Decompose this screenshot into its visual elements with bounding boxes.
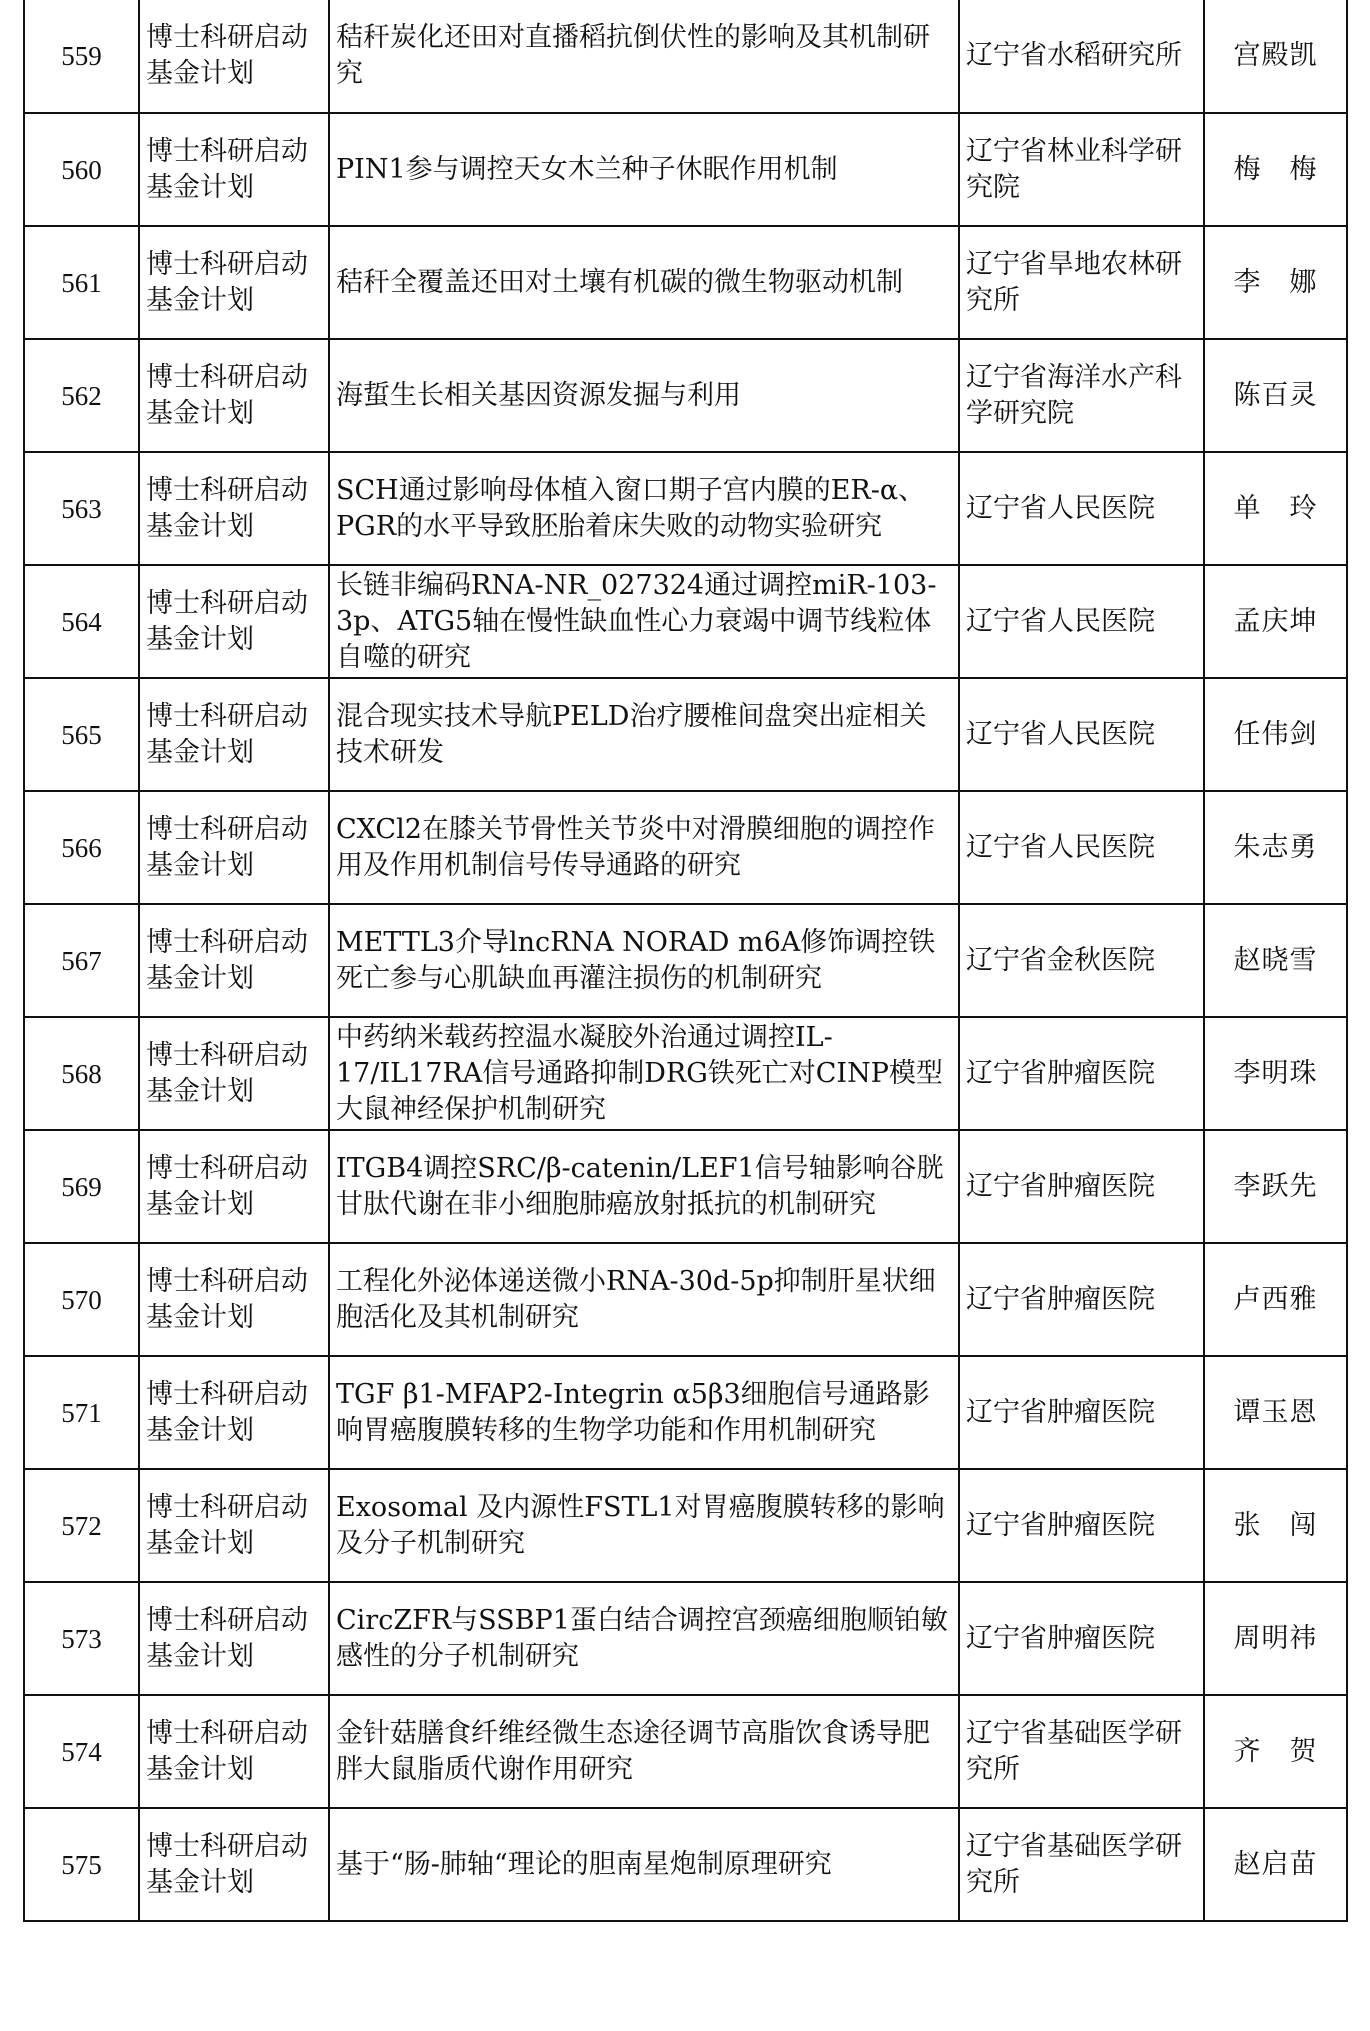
program-cell: 博士科研启动基金计划	[139, 226, 329, 339]
table-row	[24, 904, 1347, 1017]
researcher-name-cell: 齐 贺	[1204, 1695, 1347, 1808]
row-number: 565	[24, 678, 139, 791]
project-title-cell: TGF β1-MFAP2-Integrin α5β3细胞信号通路影响胃癌腹膜转移的生物学功能和作用机制研究	[329, 1356, 959, 1469]
row-number: 572	[24, 1469, 139, 1582]
project-title-cell: 秸秆炭化还田对直播稻抗倒伏性的影响及其机制研究	[329, 0, 959, 113]
institution-cell: 辽宁省人民医院	[959, 565, 1204, 678]
researcher-name-cell: 李 娜	[1204, 226, 1347, 339]
researcher-name-cell: 周明祎	[1204, 1582, 1347, 1695]
row-number: 563	[24, 452, 139, 565]
row-number: 562	[24, 339, 139, 452]
project-title-cell: 秸秆全覆盖还田对土壤有机碳的微生物驱动机制	[329, 226, 959, 339]
program-cell: 博士科研启动基金计划	[139, 113, 329, 226]
institution-cell: 辽宁省水稻研究所	[959, 0, 1204, 113]
table-row	[24, 678, 1347, 791]
researcher-name-cell: 赵晓雪	[1204, 904, 1347, 1017]
project-title-cell: ITGB4调控SRC/β-catenin/LEF1信号轴影响谷胱甘肽代谢在非小细胞肺癌放射抵抗的机制研究	[329, 1130, 959, 1243]
program-cell: 博士科研启动基金计划	[139, 1130, 329, 1243]
researcher-name-cell: 李明珠	[1204, 1017, 1347, 1130]
institution-cell: 辽宁省肿瘤医院	[959, 1582, 1204, 1695]
program-cell: 博士科研启动基金计划	[139, 1243, 329, 1356]
program-cell: 博士科研启动基金计划	[139, 0, 329, 113]
project-title-cell: CircZFR与SSBP1蛋白结合调控宫颈癌细胞顺铂敏感性的分子机制研究	[329, 1582, 959, 1695]
institution-cell: 辽宁省肿瘤医院	[959, 1130, 1204, 1243]
project-title-cell: 金针菇膳食纤维经微生态途径调节高脂饮食诱导肥胖大鼠脂质代谢作用研究	[329, 1695, 959, 1808]
project-title-cell: 长链非编码RNA-NR_027324通过调控miR-103-3p、ATG5轴在慢性缺血性心力衰竭中调节线粒体自噬的研究	[329, 565, 959, 678]
institution-cell: 辽宁省基础医学研究所	[959, 1808, 1204, 1921]
row-number: 574	[24, 1695, 139, 1808]
row-number: 575	[24, 1808, 139, 1921]
project-title-cell: CXCl2在膝关节骨性关节炎中对滑膜细胞的调控作用及作用机制信号传导通路的研究	[329, 791, 959, 904]
row-number: 561	[24, 226, 139, 339]
researcher-name-cell: 赵启苗	[1204, 1808, 1347, 1921]
researcher-name-cell: 张 闯	[1204, 1469, 1347, 1582]
researcher-name-cell: 梅 梅	[1204, 113, 1347, 226]
program-cell: 博士科研启动基金计划	[139, 904, 329, 1017]
table-row	[24, 1356, 1347, 1469]
institution-cell: 辽宁省金秋医院	[959, 904, 1204, 1017]
program-cell: 博士科研启动基金计划	[139, 791, 329, 904]
institution-cell: 辽宁省肿瘤医院	[959, 1356, 1204, 1469]
project-title-cell: 海蜇生长相关基因资源发掘与利用	[329, 339, 959, 452]
project-title-cell: 工程化外泌体递送微小RNA-30d-5p抑制肝星状细胞活化及其机制研究	[329, 1243, 959, 1356]
project-title-cell: PIN1参与调控天女木兰种子休眠作用机制	[329, 113, 959, 226]
institution-cell: 辽宁省人民医院	[959, 791, 1204, 904]
project-title-cell: 基于“肠-肺轴“理论的胆南星炮制原理研究	[329, 1808, 959, 1921]
researcher-name-cell: 卢西雅	[1204, 1243, 1347, 1356]
project-title-cell: 混合现实技术导航PELD治疗腰椎间盘突出症相关技术研发	[329, 678, 959, 791]
program-cell: 博士科研启动基金计划	[139, 1469, 329, 1582]
researcher-name-cell: 孟庆坤	[1204, 565, 1347, 678]
program-cell: 博士科研启动基金计划	[139, 1582, 329, 1695]
table-row	[24, 1017, 1347, 1130]
institution-cell: 辽宁省人民医院	[959, 678, 1204, 791]
institution-cell: 辽宁省肿瘤医院	[959, 1017, 1204, 1130]
institution-cell: 辽宁省旱地农林研究所	[959, 226, 1204, 339]
table-row	[24, 113, 1347, 226]
researcher-name-cell: 任伟剑	[1204, 678, 1347, 791]
table-row	[24, 1695, 1347, 1808]
table-row	[24, 1130, 1347, 1243]
program-cell: 博士科研启动基金计划	[139, 339, 329, 452]
project-title-cell: 中药纳米载药控温水凝胶外治通过调控IL-17/IL17RA信号通路抑制DRG铁死亡对CINP模型大鼠神经保护机制研究	[329, 1017, 959, 1130]
institution-cell: 辽宁省肿瘤医院	[959, 1469, 1204, 1582]
row-number: 571	[24, 1356, 139, 1469]
program-cell: 博士科研启动基金计划	[139, 1356, 329, 1469]
researcher-name-cell: 宫殿凯	[1204, 0, 1347, 113]
row-number: 568	[24, 1017, 139, 1130]
row-number: 573	[24, 1582, 139, 1695]
row-number: 570	[24, 1243, 139, 1356]
row-number: 569	[24, 1130, 139, 1243]
researcher-name-cell: 陈百灵	[1204, 339, 1347, 452]
table-row	[24, 0, 1347, 113]
project-table-body	[24, 0, 1347, 1921]
row-number: 567	[24, 904, 139, 1017]
table-row	[24, 452, 1347, 565]
researcher-name-cell: 朱志勇	[1204, 791, 1347, 904]
row-number: 560	[24, 113, 139, 226]
program-cell: 博士科研启动基金计划	[139, 452, 329, 565]
institution-cell: 辽宁省基础医学研究所	[959, 1695, 1204, 1808]
table-row	[24, 226, 1347, 339]
project-title-cell: Exosomal 及内源性FSTL1对胃癌腹膜转移的影响及分子机制研究	[329, 1469, 959, 1582]
program-cell: 博士科研启动基金计划	[139, 678, 329, 791]
row-number: 559	[24, 0, 139, 113]
institution-cell: 辽宁省海洋水产科学研究院	[959, 339, 1204, 452]
project-table	[23, 0, 1348, 1922]
program-cell: 博士科研启动基金计划	[139, 1695, 329, 1808]
researcher-name-cell: 单 玲	[1204, 452, 1347, 565]
table-row	[24, 339, 1347, 452]
table-row	[24, 1582, 1347, 1695]
table-row	[24, 565, 1347, 678]
table-row	[24, 1243, 1347, 1356]
project-title-cell: METTL3介导lncRNA NORAD m6A修饰调控铁死亡参与心肌缺血再灌注损伤的机制研究	[329, 904, 959, 1017]
institution-cell: 辽宁省人民医院	[959, 452, 1204, 565]
institution-cell: 辽宁省肿瘤医院	[959, 1243, 1204, 1356]
program-cell: 博士科研启动基金计划	[139, 565, 329, 678]
researcher-name-cell: 谭玉恩	[1204, 1356, 1347, 1469]
row-number: 566	[24, 791, 139, 904]
researcher-name-cell: 李跃先	[1204, 1130, 1347, 1243]
table-row	[24, 1469, 1347, 1582]
table-row	[24, 1808, 1347, 1921]
program-cell: 博士科研启动基金计划	[139, 1808, 329, 1921]
project-title-cell: SCH通过影响母体植入窗口期子宫内膜的ER-α、PGR的水平导致胚胎着床失败的动物实验研究	[329, 452, 959, 565]
program-cell: 博士科研启动基金计划	[139, 1017, 329, 1130]
table-row	[24, 791, 1347, 904]
institution-cell: 辽宁省林业科学研究院	[959, 113, 1204, 226]
row-number: 564	[24, 565, 139, 678]
